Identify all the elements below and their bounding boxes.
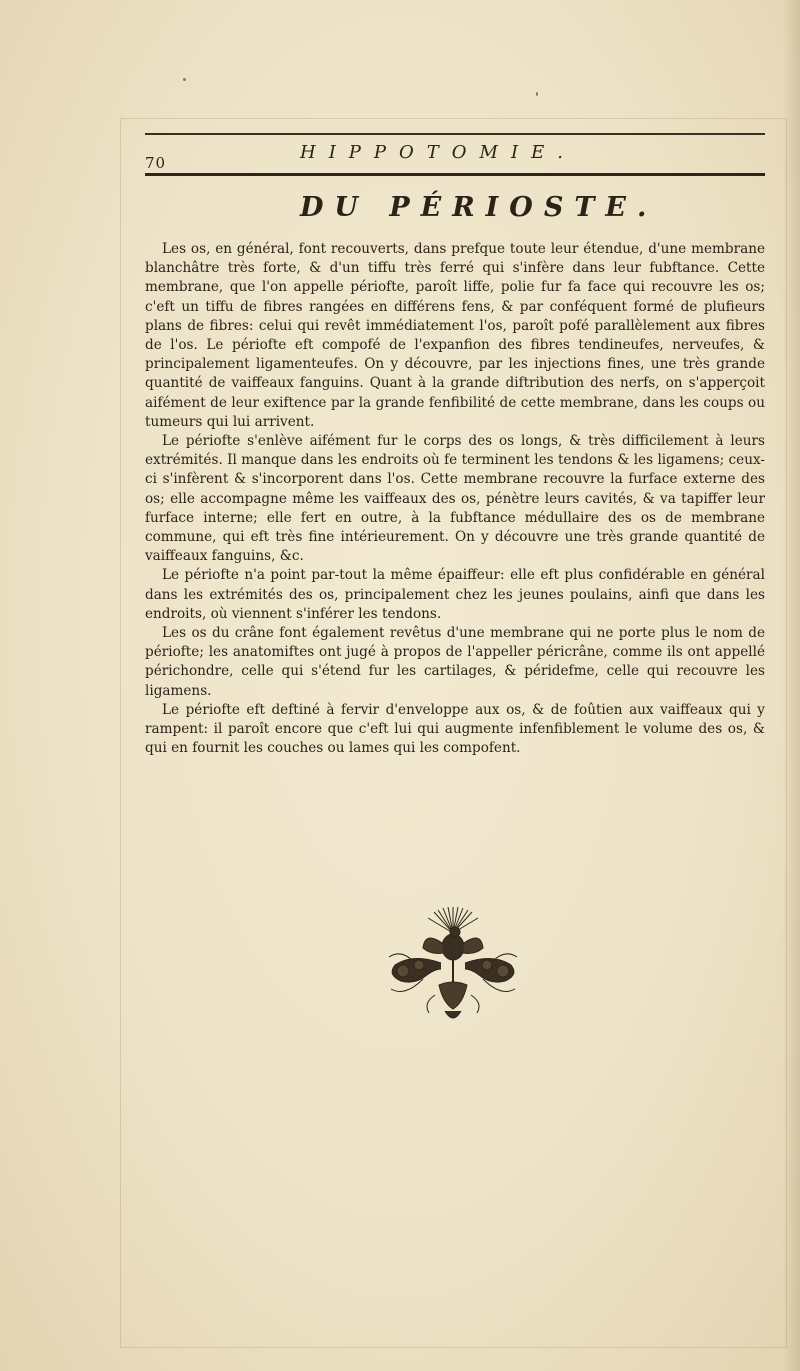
body-text	[145, 240, 765, 758]
paragraph: Le périofte eft deftiné à fervir d'enveloppe aux os, & de foûtien aux vaiffeaux qui y rampent: il paroît encore que c'eft lui qui augmente infenfiblement le volume des os, & qui en fournit les couches ou lames qui les compofent.	[145, 701, 765, 757]
header-rule-top	[145, 133, 765, 135]
paragraph: Les os, en général, font recouverts, dans prefque toute leur étendue, d'une membrane blanchâtre très forte, & d'un tiffu très ferré qui s'infère dans leur fubftance. Cette membrane, que l'on appelle périofte, paroît liffe, polie fur fa face qui recouvre les os; c'eft un tiffu de fibres rangées en différens fens, & par conféquent formé de plufieurs plans de fibres: celui qui revêt immédiatement l'os, paroît pofé parallèlement aux fibres de l'os. Le périofte eft compofé de l'expanfion des fibres tendineufes, nerveufes, & principalement ligamenteufes. On y découvre, par les injections fines, une très grande quantité de vaiffeaux fanguins. Quant à la grande diftribution des nerfs, on s'apperçoit aifément de leur exiftence par la grande fenfibilité de cette membrane, dans les coups ou tumeurs qui lui arrivent.	[145, 241, 765, 430]
paper-speck	[183, 78, 186, 81]
printers-ornament-icon	[383, 903, 523, 1027]
paragraph: Le périofte s'enlève aifément fur le corps des os longs, & très difficilement à leurs extrémités. Il manque dans les endroits où fe terminent les tendons & les ligamens; ceux-ci s'infèrent & s'incorporent dans l'os. Cette membrane recouvre la furface externe des os; elle accompagne même les vaiffeaux des os, pénètre leurs cavités, & va tapiffer leur furface interne; elle fert en outre, à la fubftance médullaire des os de membrane commune, qui eft très fine intérieurement. On y découvre une très grande quantité de vaiffeaux fanguins, &c.	[145, 433, 765, 565]
paper-speck	[536, 92, 538, 96]
page-number: 70	[145, 154, 167, 172]
running-title: HIPPOTOMIE.	[300, 142, 576, 163]
header-rule-bottom	[145, 173, 765, 176]
paragraph: Le périofte n'a point par-tout la même épaiffeur: elle eft plus confidérable en général dans les extrémités des os, principalement chez les jeunes poulains, ainfi que dans les endroits, où viennent s'inférer les tendons.	[145, 567, 765, 622]
section-title: DU PÉRIOSTE.	[300, 192, 658, 223]
paragraph: Les os du crâne font également revêtus d'une membrane qui ne porte plus le nom de périofte; les anatomiftes ont jugé à propos de l'appeller péricrâne, comme ils ont appellé périchondre, celle qui s'étend fur les cartilages, & péridefme, celle qui recouvre les ligamens.	[145, 625, 765, 699]
